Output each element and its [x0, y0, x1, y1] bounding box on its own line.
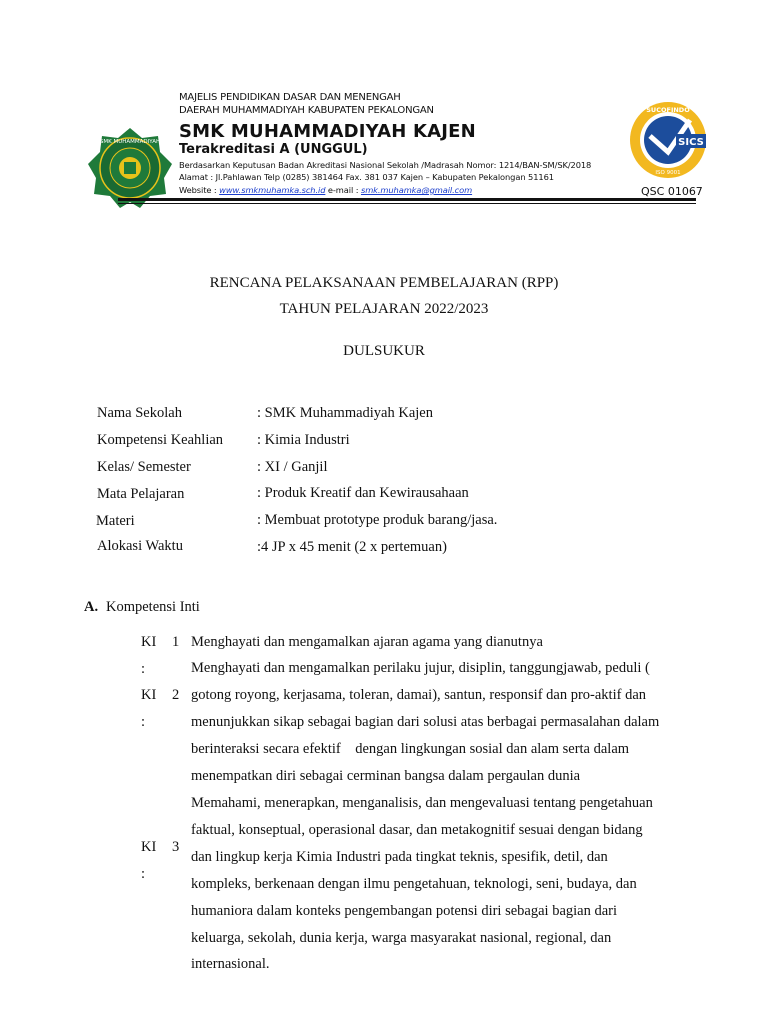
- header-line-2: DAERAH MUHAMMADIYAH KABUPATEN PEKALONGAN: [179, 105, 434, 116]
- ki-code: KI: [141, 839, 157, 855]
- contact-line: [179, 185, 472, 195]
- ki-colon: :: [141, 866, 146, 882]
- school-name: SMK MUHAMMADIYAH KAJEN: [179, 121, 476, 142]
- ki-colon: :: [141, 714, 146, 730]
- identity-value: : SMK Muhammadiyah Kajen: [257, 405, 433, 421]
- identity-value: : Membuat prototype produk barang/jasa.: [257, 512, 498, 528]
- cert-mid: SICS: [678, 137, 704, 148]
- identity-value: : XI / Ganjil: [257, 459, 328, 475]
- ki-text-line: keluarga, sekolah, dunia kerja, warga masyarakat nasional, regional, dan: [191, 930, 612, 946]
- cert-code: QSC 01067: [641, 185, 703, 198]
- identity-label: Kelas/ Semester: [97, 459, 191, 475]
- section-a-title: Kompetensi Inti: [106, 599, 200, 615]
- ki-text-line: Menghayati dan mengamalkan perilaku jujur, disiplin, tanggungjawab, peduli (: [191, 660, 650, 676]
- ki-colon: :: [141, 661, 146, 677]
- identity-value: :4 JP x 45 menit (2 x pertemuan): [257, 539, 447, 555]
- ki-text-line: menunjukkan sikap sebagai bagian dari solusi atas berbagai permasalahan dalam: [191, 714, 660, 730]
- ki-number: 3: [172, 839, 180, 855]
- doc-title: RENCANA PELAKSANAAN PEMBELAJARAN (RPP): [209, 275, 559, 291]
- identity-value: : Produk Kreatif dan Kewirausahaan: [257, 485, 469, 501]
- ki-text-line: Menghayati dan mengamalkan ajaran agama yang dianutnya: [191, 634, 543, 650]
- header-line-1: MAJELIS PENDIDIKAN DASAR DAN MENENGAH: [179, 92, 401, 103]
- doc-author: DULSUKUR: [343, 343, 425, 359]
- identity-value: : Kimia Industri: [257, 432, 350, 448]
- ki-text-line: dan lingkup kerja Kimia Industri pada tingkat teknis, spesifik, detil, dan: [191, 849, 608, 865]
- decree-text: Berdasarkan Keputusan Badan Akreditasi Nasional Sekolah /Madrasah Nomor: 1214/BAN-SM/SK/2018: [179, 160, 592, 170]
- email-label: e-mail :: [325, 185, 361, 195]
- identity-label: Kompetensi Keahlian: [97, 432, 224, 448]
- website-link[interactable]: www.smkmuhamka.sch.id: [219, 185, 326, 195]
- section-a-letter: A.: [84, 599, 99, 615]
- identity-label: Materi: [96, 513, 135, 529]
- website-label: Website :: [179, 185, 220, 195]
- ki-text-line: humaniora dalam konteks pengembangan potensi diri sebagai bagian dari: [191, 903, 618, 919]
- ki-code: KI: [141, 634, 157, 650]
- ki-text-line: gotong royong, kerjasama, toleran, damai), santun, responsif dan pro-aktif dan: [191, 687, 647, 703]
- ki-text-line: berinteraksi secara efektif dengan lingkungan sosial dan alam serta dalam: [191, 741, 630, 757]
- header-rule-thick: [118, 198, 696, 201]
- cert-top: SUCOFINDO: [646, 106, 690, 114]
- identity-label: Mata Pelajaran: [97, 486, 185, 502]
- ki-code: KI: [141, 687, 157, 703]
- accreditation: Terakreditasi A (UNGGUL): [179, 142, 368, 157]
- ki-text-line: Memahami, menerapkan, menganalisis, dan mengevaluasi tentang pengetahuan: [191, 795, 653, 811]
- identity-label: Alokasi Waktu: [97, 538, 183, 554]
- ki-text-line: menempatkan diri sebagai cerminan bangsa dalam pergaulan dunia: [191, 768, 581, 784]
- identity-label: Nama Sekolah: [97, 405, 182, 421]
- logo-text: SMK MUHAMMADIYAH: [99, 139, 161, 145]
- email-link[interactable]: smk.muhamka@gmail.com: [360, 185, 473, 195]
- ki-text-line: internasional.: [191, 956, 270, 972]
- doc-year: TAHUN PELAJARAN 2022/2023: [279, 301, 489, 317]
- cert-iso: ISO 9001: [655, 170, 681, 176]
- certification-logo: [628, 100, 708, 188]
- header-rule-thin: [118, 203, 696, 204]
- ki-text-line: faktual, konseptual, operasional dasar, dan metakognitif sesuai dengan bidang: [191, 822, 643, 838]
- ki-number: 1: [172, 634, 180, 650]
- ki-text-line: kompleks, berkenaan dengan ilmu pengetahuan, teknologi, seni, budaya, dan: [191, 876, 637, 892]
- address-text: Alamat : Jl.Pahlawan Telp (0285) 381464 Fax. 381 037 Kajen – Kabupaten Pekalongan 51161: [179, 172, 554, 182]
- ki-number: 2: [172, 687, 180, 703]
